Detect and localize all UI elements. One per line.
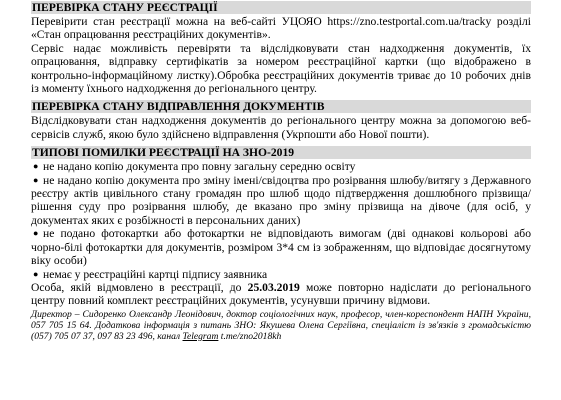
list-item-text: не надано копію документа про повну загальну середню освіту	[43, 160, 356, 174]
list-item-text: не подано фотокартки або фотокартки не відповідають вимогам (дві однакові кольорові або чорно-білі фотокартки для документів, розміром 3*4 см із зображенням, що відповідає досягнутому віку особи)	[31, 227, 531, 268]
paragraph-check-registration	[31, 15, 531, 42]
heading-typical-errors: ТИПОВІ ПОМИЛКИ РЕЄСТРАЦІЇ НА ЗНО-2019	[31, 146, 531, 159]
list-item	[31, 227, 531, 267]
text-note-start: Особа, якій відмовлено в реєстрації, до	[31, 280, 248, 294]
text-check-registration: Перевірити стан реєстрації можна на веб-сайті УЦОЯО	[31, 15, 328, 28]
deadline-date: 25.03.2019	[247, 280, 300, 294]
heading-registration-status: ПЕРЕВІРКА СТАНУ РЕЄСТРАЦІЇ	[31, 1, 531, 14]
list-item	[31, 174, 531, 228]
list-item	[31, 160, 531, 173]
list-item	[31, 268, 531, 281]
heading-shipment-status: ПЕРЕВІРКА СТАНУ ВІДПРАВЛЕННЯ ДОКУМЕНТІВ	[31, 100, 531, 113]
text-section-name: розділі «Стан опрацювання реєстраційних документів».	[31, 15, 531, 42]
list-item-text: немає у реєстраційні картці підпису заявника	[43, 267, 268, 281]
text-note-end: може повторно надіслати до регіонального центру повний комплект реєстраційних документів, усунувши причину відмови.	[31, 280, 531, 308]
paragraph-service-description: Сервіс надає можливість перевіряти та відслідковувати стан надходження документів, їх опрацювання, відправку сертифікатів за номером реєстраційної картки (що відображено в контрольно-інформаційному листку).Обробка реєстраційних документів триває до 10 робочих днів із моменту їхнього надходження до регіонального центру.	[31, 41, 531, 96]
tracking-link[interactable]: https://zno.testportal.com.ua/tracky	[327, 15, 492, 28]
bullet-icon: ●	[33, 174, 39, 185]
bullet-icon: ●	[33, 161, 39, 172]
paragraph-shipment-tracking: Відслідковувати стан надходження документів до регіонального центру можна за допомогою веб-сервісів служб, якою було здійснено відправлення (Укрпошти або Нової пошти).	[31, 114, 531, 141]
telegram-handle[interactable]: t.me/zno2018kh	[218, 330, 282, 342]
bullet-icon: ●	[33, 228, 39, 239]
paragraph-resubmission-note	[31, 281, 531, 308]
list-item-text: не надано копію документа про зміну імені/свідоцтва про розірвання шлюбу/витягу з Державного реєстру актів цивільного стану громадян про шлюб щодо підтвердження дошлюбного прізвища/рішення суду про розірвання шлюбу, де вказано про зміну прізвища на дівоче (для осіб, у документах яких є розбіжності в персональних даних)	[31, 173, 531, 227]
footer-contacts	[31, 309, 531, 342]
footer-text: Директор – Сидоренко Олександр Леонідович, доктор соціологічних наук, професор, член-кореспондент НАПН України, 057 705 15 64. Додаткова інформація з питань ЗНО: Якушева Олена Сергіївна, спеціаліст із зв'язків з громадськістю (057) 705 07 37, 097 83 23 496, канал	[31, 308, 531, 342]
errors-list	[31, 160, 531, 281]
bullet-icon: ●	[33, 268, 39, 279]
telegram-label: Telegram	[182, 330, 219, 342]
